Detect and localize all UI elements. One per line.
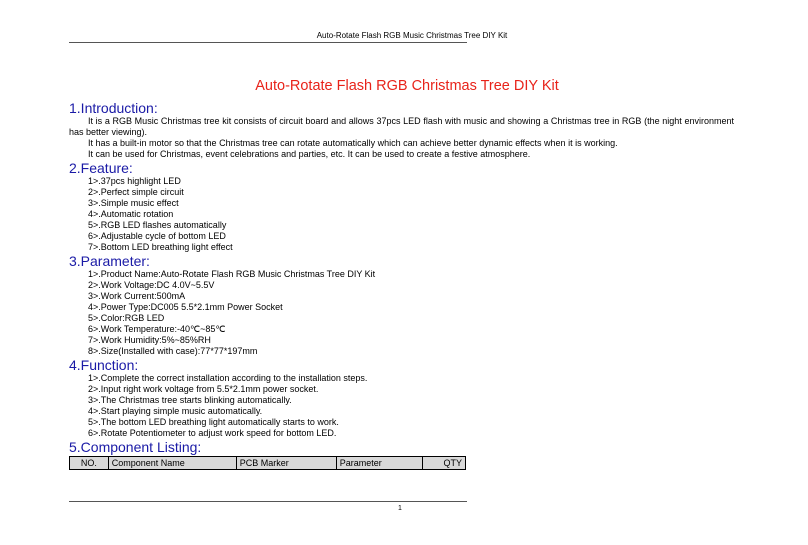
function-item: 3>.The Christmas tree starts blinking automatically. [88, 395, 292, 405]
column-header-parameter: Parameter [336, 457, 422, 470]
column-header-pcb-marker: PCB Marker [236, 457, 336, 470]
parameter-item: 8>.Size(Installed with case):77*77*197mm [88, 346, 258, 356]
parameter-item: 3>.Work Current:500mA [88, 291, 186, 301]
parameter-item: 2>.Work Voltage:DC 4.0V~5.5V [88, 280, 215, 290]
function-list [69, 373, 734, 439]
introduction-section [69, 100, 734, 160]
function-section [69, 357, 734, 439]
column-header-qty: QTY [423, 457, 466, 470]
introduction-paragraph: It can be used for Christmas, event celebrations and parties, etc. It can be used to create a festive atmosphere. [88, 149, 531, 159]
function-item: 4>.Start playing simple music automatically. [88, 406, 263, 416]
parameter-item: 5>.Color:RGB LED [88, 313, 165, 323]
page-number: 1 [398, 505, 402, 512]
introduction-paragraph: It is a RGB Music Christmas tree kit consists of circuit board and allows 37pcs LED flash with music and showing a Christmas tree in RGB (the night environment has better viewing). [69, 116, 734, 137]
feature-section [69, 160, 734, 253]
feature-item: 2>.Perfect simple circuit [88, 187, 184, 197]
parameter-item: 7>.Work Humidity:5%~85%RH [88, 335, 211, 345]
function-item: 1>.Complete the correct installation according to the installation steps. [88, 373, 368, 383]
parameter-heading: 3.Parameter: [69, 253, 150, 269]
parameter-section [69, 253, 734, 357]
introduction-heading: 1.Introduction: [69, 100, 158, 116]
component-listing-section [69, 439, 734, 470]
function-item: 5>.The bottom LED breathing light automatically starts to work. [88, 417, 339, 427]
page-header-text: Auto-Rotate Flash RGB Music Christmas Tree DIY Kit [316, 31, 508, 40]
feature-item: 6>.Adjustable cycle of bottom LED [88, 231, 226, 241]
document-body [69, 100, 734, 470]
footer-rule [69, 501, 467, 502]
feature-item: 5>.RGB LED flashes automatically [88, 220, 227, 230]
column-header-no: NO. [70, 457, 109, 470]
component-table-header-row [70, 457, 466, 470]
function-heading: 4.Function: [69, 357, 139, 373]
component-table [69, 456, 466, 470]
feature-item: 4>.Automatic rotation [88, 209, 174, 219]
parameter-list [69, 269, 734, 357]
parameter-item: 4>.Power Type:DC005 5.5*2.1mm Power Socket [88, 302, 283, 312]
component-listing-heading: 5.Component Listing: [69, 439, 202, 455]
introduction-paragraph: It has a built-in motor so that the Christmas tree can rotate automatically which can achieve better dynamic effects when it is working. [88, 138, 618, 148]
feature-item: 3>.Simple music effect [88, 198, 179, 208]
function-item: 6>.Rotate Potentiometer to adjust work speed for bottom LED. [88, 428, 337, 438]
feature-list [69, 176, 734, 253]
parameter-item: 1>.Product Name:Auto-Rotate Flash RGB Music Christmas Tree DIY Kit [88, 269, 376, 279]
feature-heading: 2.Feature: [69, 160, 133, 176]
document-title: Auto-Rotate Flash RGB Christmas Tree DIY Kit [255, 78, 559, 94]
feature-item: 1>.37pcs highlight LED [88, 176, 181, 186]
parameter-item: 6>.Work Temperature:-40℃~85℃ [88, 324, 226, 334]
feature-item: 7>.Bottom LED breathing light effect [88, 242, 233, 252]
function-item: 2>.Input right work voltage from 5.5*2.1mm power socket. [88, 384, 319, 394]
column-header-component-name: Component Name [108, 457, 236, 470]
header-rule [69, 42, 467, 43]
